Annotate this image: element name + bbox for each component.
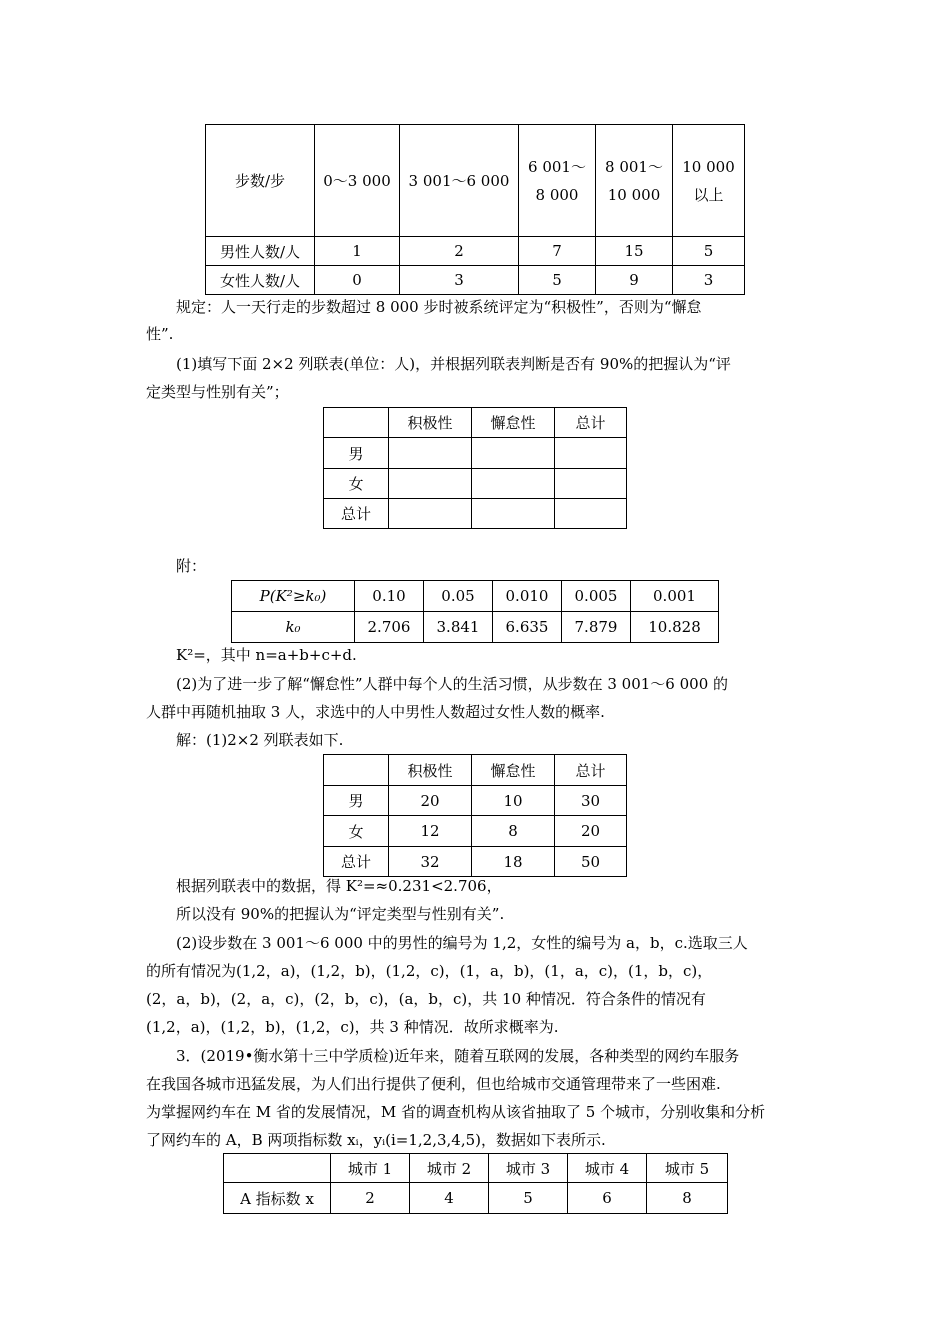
table-cell [389, 469, 472, 499]
table-header: 懈怠性 [472, 755, 555, 786]
table-cell: 30 [555, 786, 627, 816]
table-cell: 15 [596, 237, 673, 266]
table-cell: 5 [489, 1183, 568, 1214]
table-cell [472, 499, 555, 529]
table-header: 积极性 [389, 755, 472, 786]
steps-row-female-label: 女性人数/人 [206, 266, 315, 295]
q2-line-1: (2)为了进一步了解“懈怠性”人群中每个人的生活习惯，从步数在 3 001～6 000 的 [176, 675, 729, 693]
solution-intro: 解：(1)2×2 列联表如下. [176, 731, 344, 749]
table-cell: 3 [673, 266, 745, 295]
table-header: 城市 1 [331, 1154, 410, 1183]
k-row2-label: k₀ [232, 612, 355, 643]
table-cell: 20 [555, 816, 627, 847]
table-row-label: 女 [324, 816, 389, 847]
table-cell [324, 408, 389, 438]
table-header: 总计 [555, 408, 627, 438]
table-row-label: 男 [324, 786, 389, 816]
table-cell: 0 [315, 266, 400, 295]
table-header: 总计 [555, 755, 627, 786]
filled-contingency-table [323, 754, 627, 877]
problem3-line-1: 3．(2019•衡水第十三中学质检)近年来，随着互联网的发展，各种类型的网约车服务 [176, 1047, 740, 1065]
table-cell [389, 438, 472, 469]
table-header: 城市 4 [568, 1154, 647, 1183]
table-cell: 10 [472, 786, 555, 816]
table-cell: 20 [389, 786, 472, 816]
table-cell [472, 469, 555, 499]
table-cell [555, 469, 627, 499]
table-cell [389, 499, 472, 529]
steps-header-col4: 8 001～ 10 000 [596, 125, 673, 237]
table-row-label: A 指标数 x [224, 1183, 331, 1214]
conclusion-line-1: 根据列联表中的数据，得 K²=≈0.231<2.706， [176, 877, 502, 895]
table-cell: 9 [596, 266, 673, 295]
table-cell: 12 [389, 816, 472, 847]
table-header: 积极性 [389, 408, 472, 438]
table-cell [324, 755, 389, 786]
table-cell: 2 [400, 237, 519, 266]
steps-header-col2: 3 001～6 000 [400, 125, 519, 237]
part2-line-3: (2，a，b)，(2，a，c)，(2，b，c)，(a，b，c)，共 10 种情况．符合条件的情况有 [146, 990, 706, 1008]
table-cell: 0.001 [631, 581, 719, 612]
table-header: 城市 2 [410, 1154, 489, 1183]
table-cell: 18 [472, 847, 555, 877]
table-row-label: 总计 [324, 847, 389, 877]
empty-contingency-table [323, 407, 627, 529]
table-cell: 6 [568, 1183, 647, 1214]
table-cell [472, 438, 555, 469]
table-cell: 6.635 [493, 612, 562, 643]
table-cell: 0.010 [493, 581, 562, 612]
k-critical-table [231, 580, 719, 643]
table-cell: 3 [400, 266, 519, 295]
table-cell: 3.841 [424, 612, 493, 643]
part2-line-4: (1,2，a)，(1,2，b)，(1,2，c)，共 3 种情况．故所求概率为. [146, 1018, 559, 1036]
table-cell: 8 [647, 1183, 728, 1214]
steps-table [205, 124, 745, 295]
rule-line-2: 性”. [146, 325, 174, 343]
table-cell: 2.706 [355, 612, 424, 643]
table-cell: 10.828 [631, 612, 719, 643]
steps-header-label: 步数/步 [206, 125, 315, 237]
table-cell: 1 [315, 237, 400, 266]
q1-line-2: 定类型与性别有关”； [146, 383, 289, 401]
city-table [223, 1153, 728, 1214]
table-cell: 0.10 [355, 581, 424, 612]
table-cell: 5 [519, 266, 596, 295]
formula-line: K²=，其中 n=a+b+c+d. [176, 646, 357, 664]
problem3-line-2: 在我国各城市迅猛发展，为人们出行提供了便利，但也给城市交通管理带来了一些困难. [146, 1075, 721, 1093]
table-cell: 5 [673, 237, 745, 266]
q2-line-2: 人群中再随机抽取 3 人，求选中的人中男性人数超过女性人数的概率. [146, 703, 605, 721]
steps-row-male-label: 男性人数/人 [206, 237, 315, 266]
table-cell: 4 [410, 1183, 489, 1214]
q1-line-1: (1)填写下面 2×2 列联表(单位：人)，并根据列联表判断是否有 90%的把握认为“评 [176, 355, 731, 373]
table-cell: 32 [389, 847, 472, 877]
table-cell: 8 [472, 816, 555, 847]
table-cell [555, 499, 627, 529]
table-row-label: 总计 [324, 499, 389, 529]
table-cell [224, 1154, 331, 1183]
k-row1-label: P(K²≥k₀) [232, 581, 355, 612]
appendix-label: 附： [176, 557, 207, 575]
conclusion-line-2: 所以没有 90%的把握认为“评定类型与性别有关”. [176, 905, 505, 923]
table-cell: 50 [555, 847, 627, 877]
steps-header-col5: 10 000 以上 [673, 125, 745, 237]
problem3-line-3: 为掌握网约车在 M 省的发展情况，M 省的调查机构从该省抽取了 5 个城市，分别收集和分析 [146, 1103, 766, 1121]
table-cell: 7 [519, 237, 596, 266]
table-header: 城市 5 [647, 1154, 728, 1183]
table-cell [555, 438, 627, 469]
steps-header-col1: 0～3 000 [315, 125, 400, 237]
table-cell: 0.005 [562, 581, 631, 612]
part2-line-2: 的所有情况为(1,2，a)，(1,2，b)，(1,2，c)，(1，a，b)，(1，a，c)，(1，b，c)， [146, 962, 713, 980]
table-cell: 7.879 [562, 612, 631, 643]
table-header: 城市 3 [489, 1154, 568, 1183]
table-cell: 0.05 [424, 581, 493, 612]
table-header: 懈怠性 [472, 408, 555, 438]
table-cell: 2 [331, 1183, 410, 1214]
rule-line-1: 规定：人一天行走的步数超过 8 000 步时被系统评定为“积极性”，否则为“懈怠 [176, 298, 702, 316]
table-row-label: 女 [324, 469, 389, 499]
part2-line-1: (2)设步数在 3 001～6 000 中的男性的编号为 1,2，女性的编号为 a，b，c.选取三人 [176, 934, 748, 952]
problem3-line-4: 了网约车的 A，B 两项指标数 xᵢ，yᵢ(i=1,2,3,4,5)，数据如下表所示. [146, 1131, 606, 1149]
table-row-label: 男 [324, 438, 389, 469]
steps-header-col3: 6 001～ 8 000 [519, 125, 596, 237]
